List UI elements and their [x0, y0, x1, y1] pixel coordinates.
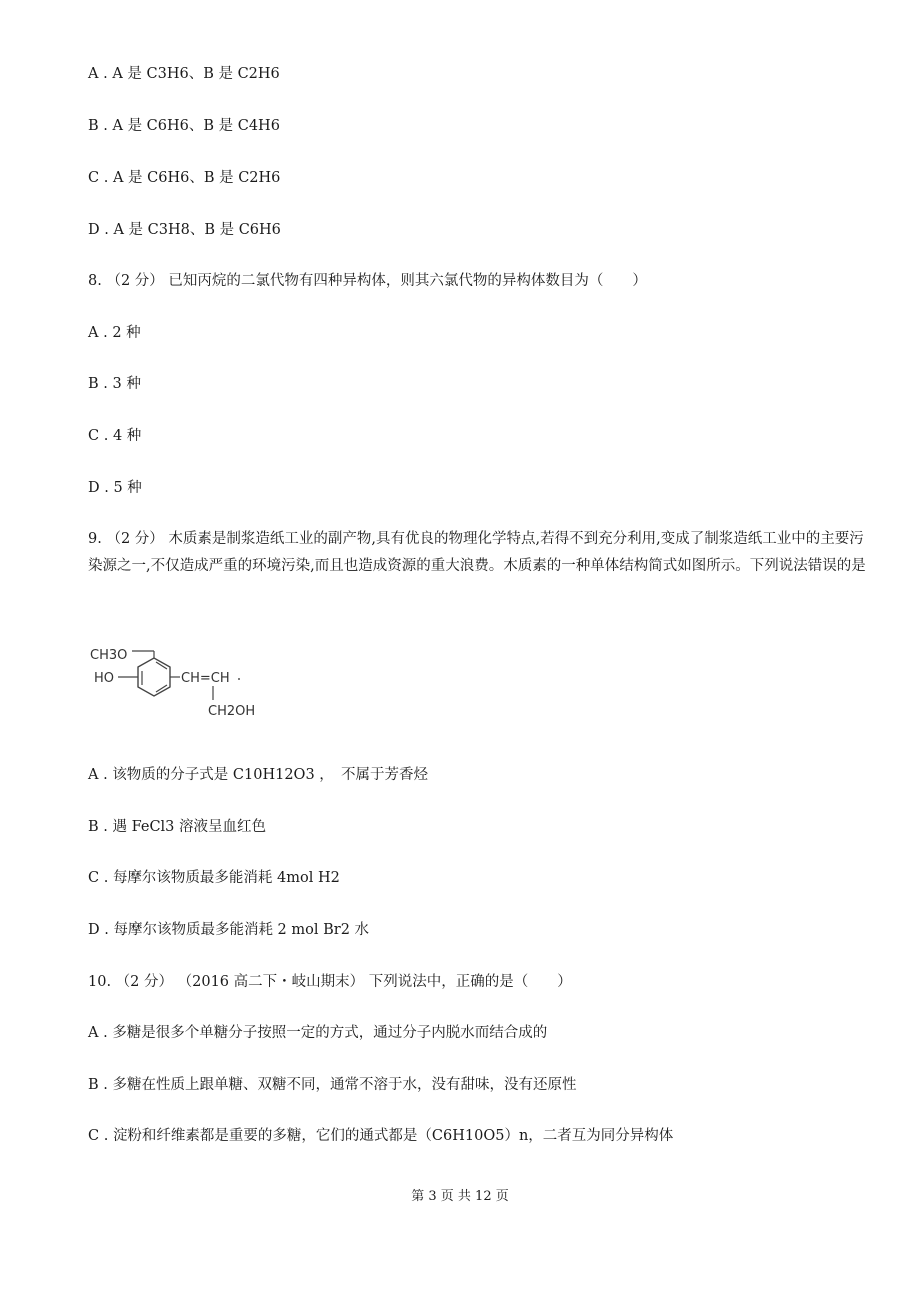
question-text: 已知丙烷的二氯代物有四种异构体，则其六氯代物的异构体数目为（ ）	[168, 273, 647, 289]
option-letter: A .	[88, 767, 108, 783]
q7-option-c	[88, 168, 280, 188]
question-score: （2 分）	[115, 974, 174, 990]
option-letter: D .	[88, 922, 109, 938]
option-letter: C .	[88, 170, 109, 186]
option-text: 5 种	[113, 480, 142, 496]
question-number: 8.	[88, 273, 102, 289]
option-letter: B .	[88, 819, 108, 835]
question-text: 下列说法中，正确的是（ ）	[368, 974, 572, 990]
question-number: 10.	[88, 974, 112, 990]
option-letter: D .	[88, 480, 109, 496]
option-text: 遇 FeCl3 溶液呈血红色	[112, 819, 267, 835]
diagram-dot	[238, 678, 240, 680]
q7-option-b	[88, 116, 280, 136]
option-letter: B .	[88, 1077, 108, 1093]
q10-option-b	[88, 1075, 576, 1095]
q9-option-c	[88, 868, 340, 888]
q9-option-a	[88, 765, 428, 785]
option-letter: A .	[88, 325, 108, 341]
q9-option-d	[88, 920, 369, 940]
q8-option-a	[88, 323, 141, 343]
option-text: 多糖在性质上跟单糖、双糖不同，通常不溶于水，没有甜味，没有还原性	[112, 1077, 577, 1093]
question-source: （2016 高二下・岐山期末）	[177, 974, 365, 990]
option-text: 该物质的分子式是 C10H12O3 ， 不属于芳香烃	[112, 767, 429, 783]
option-letter: B .	[88, 376, 108, 392]
q8-option-d	[88, 478, 142, 498]
ring-double-bond	[156, 662, 167, 669]
option-text: 每摩尔该物质最多能消耗 4mol H2	[112, 870, 340, 886]
q8-option-c	[88, 426, 141, 446]
option-letter: A .	[88, 66, 108, 82]
option-text: A 是 C6H6、B 是 C4H6	[112, 118, 280, 134]
q7-option-a	[88, 64, 280, 84]
option-letter: A .	[88, 1025, 108, 1041]
option-text: 淀粉和纤维素都是重要的多糖，它们的通式都是（C6H10O5）n，二者互为同分异构体	[112, 1128, 674, 1144]
option-letter: D .	[88, 222, 109, 238]
methoxy-label: CH3O	[90, 648, 128, 663]
option-text: A 是 C3H8、B 是 C6H6	[113, 222, 281, 238]
option-text: 每摩尔该物质最多能消耗 2 mol Br2 水	[113, 922, 370, 938]
option-text: 4 种	[112, 428, 142, 444]
question-score: （2 分）	[106, 273, 164, 289]
hydroxyl-label: HO	[94, 671, 115, 686]
q10-option-a	[88, 1023, 547, 1043]
option-text: 多糖是很多个单糖分子按照一定的方式，通过分子内脱水而结合成的	[112, 1025, 548, 1041]
ch2oh-label: CH2OH	[208, 704, 256, 719]
q7-option-d	[88, 220, 281, 240]
option-letter: C .	[88, 870, 109, 886]
question-text: 木质素是制浆造纸工业的副产物,具有优良的物理化学特点,若得不到充分利用,变成了制浆造纸工业中的主要污染源之一,不仅造成严重的环境污染,而且也造成资源的重大浪费。木质素的一种单体结构简式如图所示。下列说法错误的是	[88, 531, 866, 574]
ring-double-bond	[156, 685, 167, 692]
question-number: 9.	[88, 531, 102, 547]
option-text: 3 种	[112, 376, 141, 392]
question-score: （2 分）	[106, 531, 164, 547]
page-footer: 第 3 页 共 12 页	[411, 1189, 509, 1204]
lignin-structure-diagram	[86, 645, 256, 725]
benzene-ring	[138, 658, 170, 696]
vinyl-label: CH=CH	[181, 671, 230, 686]
option-letter: B .	[88, 118, 108, 134]
question-10	[88, 972, 572, 992]
option-letter: C .	[88, 1128, 109, 1144]
option-text: A 是 C3H6、B 是 C2H6	[112, 66, 280, 82]
q10-option-c	[88, 1126, 673, 1146]
option-text: 2 种	[112, 325, 141, 341]
q8-option-b	[88, 374, 141, 394]
option-text: A 是 C6H6、B 是 C2H6	[112, 170, 281, 186]
question-8	[88, 271, 647, 291]
option-letter: C .	[88, 428, 109, 444]
q9-option-b	[88, 817, 266, 837]
question-9	[88, 526, 878, 580]
